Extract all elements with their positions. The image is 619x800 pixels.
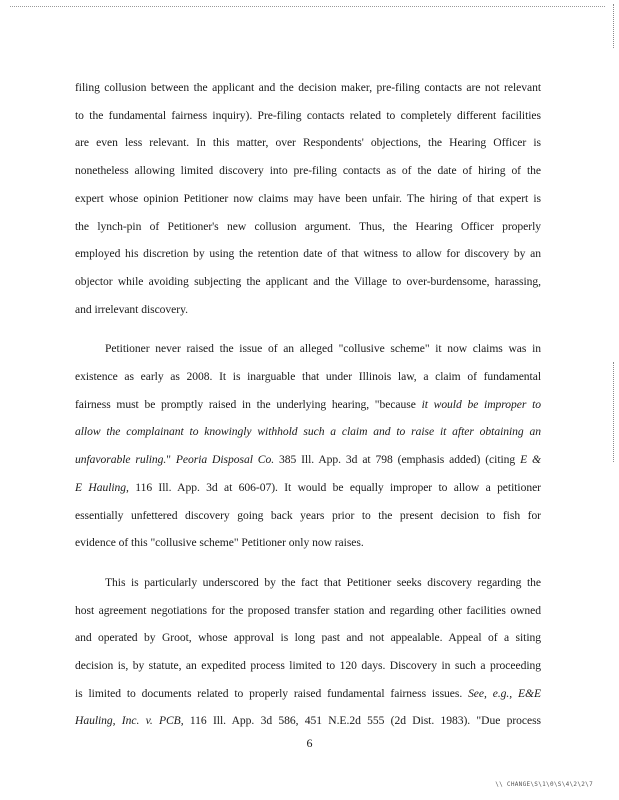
text-line: decision is, by statute, an expedited process limited to 120 days. Discovery in such a proceeding (75, 659, 541, 673)
emphasized-text: it would be improper to (421, 397, 541, 411)
text-line: employed his discretion by using the retention date of that witness to allow for discovery by an (75, 247, 541, 261)
scan-top-edge (10, 6, 605, 7)
paragraph-3 (75, 569, 541, 735)
case-citation: E & (520, 453, 541, 467)
text-line: to the fundamental fairness inquiry). Pre-filing contacts related to completely different facilities (75, 108, 541, 122)
text-line: evidence of this "collusive scheme" Petitioner only now raises. (75, 536, 364, 550)
text-line (75, 680, 541, 708)
text-line: Petitioner never raised the issue of an alleged "collusive scheme" it now claims was in (105, 342, 541, 356)
text-line: nonetheless allowing limited discovery into pre-filing contacts as of the date of hiring of the (75, 164, 541, 178)
case-citation: E Hauling, (75, 480, 129, 494)
text-line (75, 446, 541, 474)
emphasized-text-line: allow the complainant to knowingly withhold such a claim and to raise it after obtaining an (75, 425, 541, 439)
case-citation: Peoria Disposal Co. (175, 453, 275, 467)
text-run: 116 Ill. App. 3d at 606-07). It would be equally improper to allow a petitioner (128, 480, 541, 494)
text-line: are even less relevant. In this matter, over Respondents' objections, the Hearing Officer is (75, 136, 541, 150)
scan-margin-mark-middle (613, 362, 614, 462)
text-line: This is particularly underscored by the fact that Petitioner seeks discovery regarding the (105, 575, 541, 589)
text-line: filing collusion between the applicant and the decision maker, pre-filing contacts are not relevant (75, 81, 541, 94)
text-run: 116 Ill. App. 3d 586, 451 N.E.2d 555 (2d Dist. 1983). "Due process (183, 714, 541, 728)
text-line: the lynch-pin of Petitioner's new collusion argument. Thus, the Hearing Officer properly (75, 219, 541, 233)
text-line (75, 391, 541, 419)
document-id-footer: \\ CHANGE\S\1\0\S\4\2\2\7 (495, 781, 593, 788)
text-line (75, 474, 541, 502)
scan-margin-mark-top (613, 4, 614, 48)
emphasized-text: unfavorable ruling. (75, 453, 167, 467)
text-line (75, 707, 541, 735)
text-line: objector while avoiding subjecting the applicant and the Village to over-burdensome, harassing, (75, 274, 541, 288)
text-run: is limited to documents related to properly raised fundamental fairness issues. (75, 686, 469, 700)
case-citation: See, e.g., E&E (468, 686, 542, 700)
text-line: essentially unfettered discovery going back years prior to the present decision to fish for (75, 508, 541, 522)
text-line: host agreement negotiations for the proposed transfer station and regarding other facilities owned (75, 603, 541, 617)
text-run: " (166, 453, 176, 467)
text-line: existence as early as 2008. It is inarguable that under Illinois law, a claim of fundamental (75, 370, 541, 384)
paragraph-1 (75, 74, 541, 323)
paragraph-2 (75, 335, 541, 557)
page-number: 6 (306, 736, 313, 750)
text-run: fairness must be promptly raised in the underlying hearing, "because (75, 397, 422, 411)
text-run: 385 Ill. App. 3d at 798 (emphasis added) (citing (274, 453, 521, 467)
text-line: and operated by Groot, whose approval is long past and not appealable. Appeal of a siting (75, 631, 541, 645)
document-body (75, 74, 541, 735)
text-line: and irrelevant discovery. (75, 302, 188, 316)
text-line: expert whose opinion Petitioner now claims may have been unfair. The hiring of that expert is (75, 191, 541, 205)
case-citation: Hauling, Inc. v. PCB, (75, 714, 184, 728)
